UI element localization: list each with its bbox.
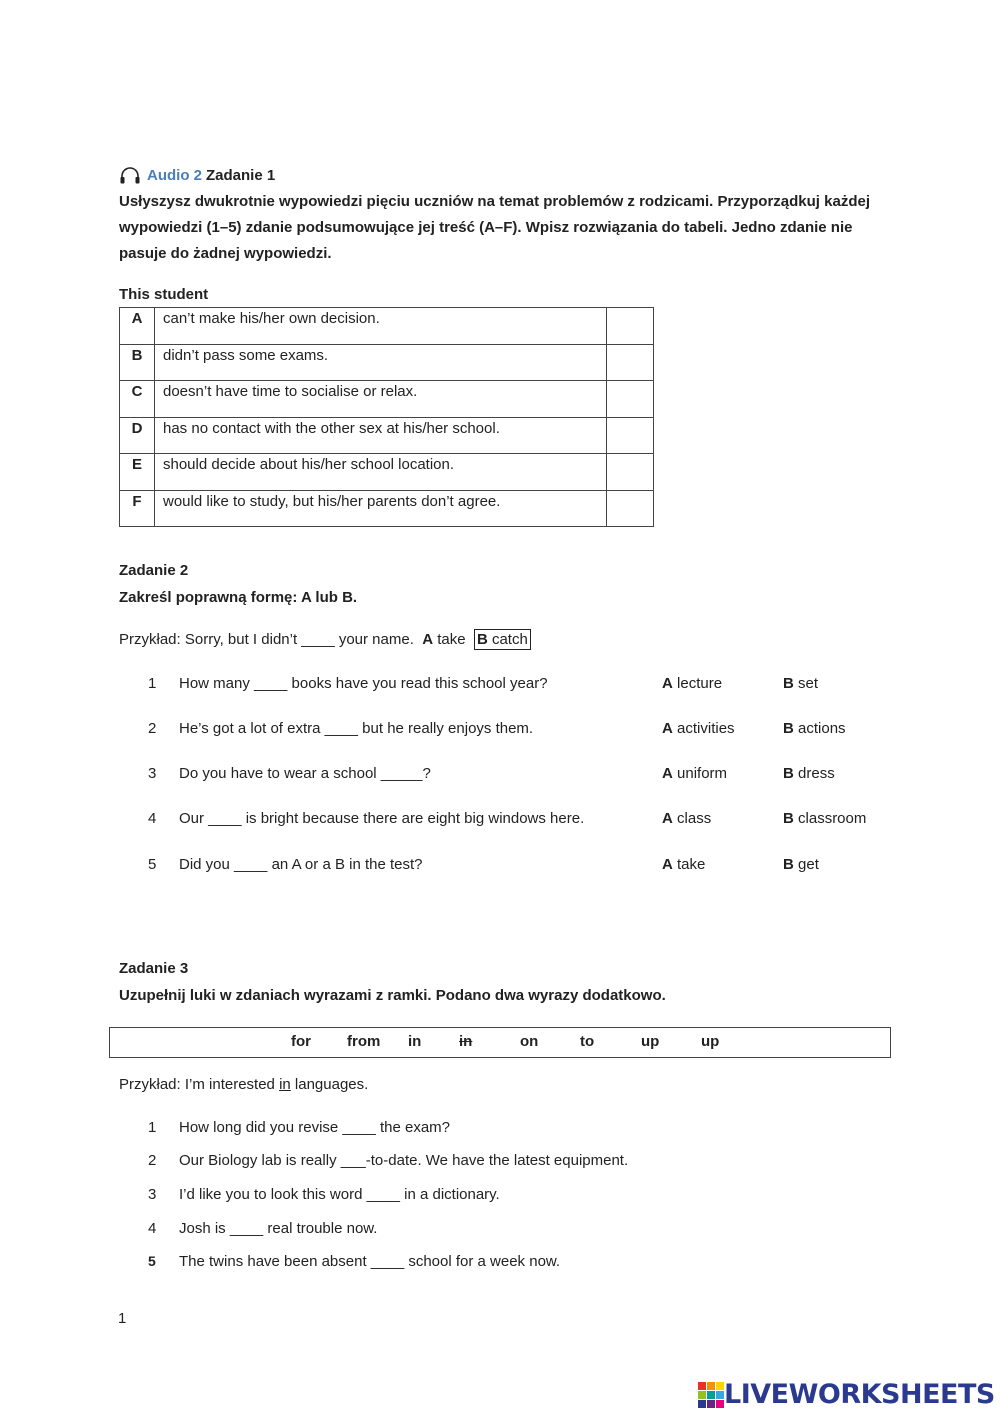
table-row <box>120 417 654 454</box>
liveworksheets-logo-icon <box>698 1382 724 1408</box>
task3-title: Zadanie 3 <box>119 960 189 977</box>
question-number: 2 <box>148 1152 157 1169</box>
word-option: from <box>347 1033 381 1050</box>
page-number: 1 <box>118 1310 127 1327</box>
question-text[interactable]: The twins have been absent ____ school for a week now. <box>179 1253 561 1270</box>
table-row <box>120 381 654 418</box>
example-b-choice <box>474 629 531 650</box>
task2-example <box>119 631 531 648</box>
table-row <box>120 454 654 491</box>
word-option: for <box>291 1033 311 1050</box>
question-text: Do you have to wear a school _____? <box>179 765 431 782</box>
question-text: Our ____ is bright because there are eight big windows here. <box>179 810 585 827</box>
option-text: doesn’t have time to socialise or relax. <box>155 381 607 418</box>
answer-cell[interactable] <box>607 381 654 418</box>
word-option: up <box>641 1033 660 1050</box>
choice-b[interactable]: B classroom <box>783 810 867 827</box>
example-a-letter: A <box>422 631 434 648</box>
example-b-letter: B <box>476 631 488 648</box>
word-option-used: in <box>459 1033 473 1050</box>
question-number: 5 <box>148 856 157 873</box>
choice-a[interactable]: A class <box>662 810 712 827</box>
choice-b[interactable]: B set <box>783 675 819 692</box>
task2-title: Zadanie 2 <box>119 562 189 579</box>
question-text[interactable]: I’d like you to look this word ____ in a dictionary. <box>179 1186 500 1203</box>
table-row <box>120 344 654 381</box>
question-number: 4 <box>148 810 157 827</box>
answer-cell[interactable] <box>607 308 654 345</box>
word-option: in <box>408 1033 422 1050</box>
option-letter: F <box>120 490 155 527</box>
answer-cell[interactable] <box>607 490 654 527</box>
brand-name: LIVEWORKSHEETS <box>724 1379 995 1410</box>
example-a-word: take <box>437 631 466 648</box>
task3-instructions: Uzupełnij luki w zdaniach wyrazami z ramki. Podano dwa wyrazy dodatkowo. <box>119 987 666 1004</box>
example-answer: in <box>279 1076 291 1093</box>
option-letter: B <box>120 344 155 381</box>
answer-cell[interactable] <box>607 417 654 454</box>
audio-label[interactable]: Audio 2 <box>147 167 202 184</box>
task3-example: Przykład: I’m interested in languages. <box>119 1076 369 1093</box>
task1-subtitle: This student <box>119 286 209 303</box>
question-text[interactable]: How long did you revise ____ the exam? <box>179 1119 450 1136</box>
question-number: 2 <box>148 720 157 737</box>
choice-b[interactable]: B actions <box>783 720 846 737</box>
word-box <box>109 1027 891 1058</box>
choice-a[interactable]: A lecture <box>662 675 723 692</box>
choice-a[interactable]: A uniform <box>662 765 728 782</box>
question-number: 3 <box>148 1186 157 1203</box>
liveworksheets-logo[interactable] <box>698 1379 995 1409</box>
option-letter: A <box>120 308 155 345</box>
task1-options-table <box>119 307 654 527</box>
choice-a[interactable]: A activities <box>662 720 735 737</box>
example-b-word: catch <box>491 631 528 648</box>
word-option: on <box>520 1033 539 1050</box>
option-text: would like to study, but his/her parents don’t agree. <box>155 490 607 527</box>
task2-instructions: Zakreśl poprawną formę: A lub B. <box>119 589 358 606</box>
option-text: can’t make his/her own decision. <box>155 308 607 345</box>
choice-a[interactable]: A take <box>662 856 706 873</box>
choice-b[interactable]: B dress <box>783 765 835 782</box>
option-text: has no contact with the other sex at his/her school. <box>155 417 607 454</box>
question-text: He’s got a lot of extra ____ but he really enjoys them. <box>179 720 534 737</box>
question-number: 1 <box>148 1119 157 1136</box>
question-number: 5 <box>148 1253 156 1269</box>
word-option: to <box>580 1033 595 1050</box>
question-text[interactable]: Our Biology lab is really ___-to-date. We have the latest equipment. <box>179 1152 629 1169</box>
option-text: didn’t pass some exams. <box>155 344 607 381</box>
question-text: How many ____ books have you read this school year? <box>179 675 548 692</box>
answer-cell[interactable] <box>607 344 654 381</box>
table-row <box>120 308 654 345</box>
task1-instructions: Usłyszysz dwukrotnie wypowiedzi pięciu uczniów na temat problemów z rodzicami. Przyporządkuj każdej wypowiedzi (1–5) zdanie podsumowujące jej treść (A–F). Wpisz rozwiązania do tabeli. Jedno zdanie nie pasuje do żadnej wypowiedzi. <box>119 193 870 262</box>
question-number: 3 <box>148 765 157 782</box>
choice-b[interactable]: B get <box>783 856 819 873</box>
headphones-icon <box>119 166 141 184</box>
question-text[interactable]: Josh is ____ real trouble now. <box>179 1220 378 1237</box>
example-text: Przykład: Sorry, but I didn’t ____ your name. <box>119 631 414 648</box>
word-option: up <box>701 1033 720 1050</box>
option-letter: D <box>120 417 155 454</box>
option-text: should decide about his/her school location. <box>155 454 607 491</box>
task1-title: Zadanie 1 <box>206 167 276 184</box>
option-letter: E <box>120 454 155 491</box>
question-text: Did you ____ an A or a B in the test? <box>179 856 423 873</box>
table-row <box>120 490 654 527</box>
answer-cell[interactable] <box>607 454 654 491</box>
question-number: 4 <box>148 1220 157 1237</box>
task1-header <box>119 166 275 184</box>
option-letter: C <box>120 381 155 418</box>
question-number: 1 <box>148 675 157 692</box>
